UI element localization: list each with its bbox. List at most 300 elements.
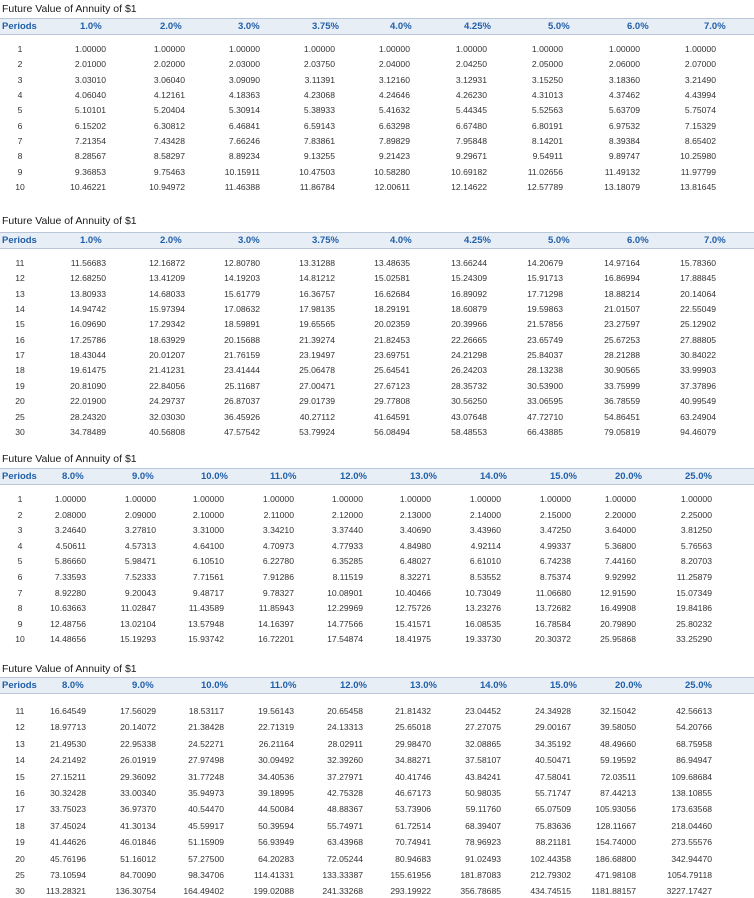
value-cell: 22.55049 bbox=[680, 304, 716, 315]
value-cell: 18.41975 bbox=[395, 634, 431, 645]
table-header bbox=[0, 468, 754, 485]
period-cell: 14 bbox=[15, 755, 25, 766]
value-cell: 342.94470 bbox=[671, 853, 712, 864]
value-cell: 5.52563 bbox=[531, 105, 563, 116]
value-cell: 56.08494 bbox=[374, 426, 410, 437]
value-cell: 51.15909 bbox=[188, 837, 224, 848]
value-cell: 37.58107 bbox=[465, 755, 501, 766]
value-cell: 79.05819 bbox=[604, 426, 640, 437]
value-cell: 21.82453 bbox=[374, 334, 410, 345]
value-cell: 5.30914 bbox=[228, 105, 260, 116]
value-cell: 23.65749 bbox=[527, 334, 563, 345]
period-cell: 10 bbox=[15, 182, 25, 193]
value-cell: 22.84056 bbox=[149, 380, 185, 391]
value-cell: 30.56250 bbox=[451, 396, 487, 407]
value-cell: 98.34706 bbox=[188, 870, 224, 880]
value-cell: 55.74971 bbox=[327, 820, 363, 831]
table-row bbox=[0, 852, 754, 866]
value-cell: 1.00000 bbox=[604, 494, 636, 504]
value-cell: 73.10594 bbox=[50, 870, 86, 880]
table-row bbox=[0, 868, 754, 882]
period-cell: 16 bbox=[15, 788, 25, 798]
period-cell: 15 bbox=[15, 319, 25, 330]
value-cell: 21.57856 bbox=[527, 319, 563, 330]
value-cell: 1.00000 bbox=[303, 44, 335, 54]
period-cell: 16 bbox=[15, 334, 25, 345]
value-cell: 30.53900 bbox=[527, 380, 563, 391]
value-cell: 4.64100 bbox=[192, 540, 224, 551]
value-cell: 64.20283 bbox=[258, 853, 294, 864]
rate-header: 1.0% bbox=[80, 21, 102, 32]
value-cell: 20.14064 bbox=[680, 288, 716, 299]
period-cell: 10 bbox=[15, 634, 25, 645]
value-cell: 5.38933 bbox=[303, 105, 335, 116]
period-cell: 14 bbox=[15, 304, 25, 315]
table-title: Future Value of Annuity of $1 bbox=[2, 215, 137, 227]
rate-header: 11.0% bbox=[270, 680, 297, 691]
period-cell: 2 bbox=[17, 59, 23, 70]
value-cell: 7.89829 bbox=[378, 136, 410, 147]
value-cell: 4.23068 bbox=[303, 90, 335, 101]
rate-header: 5.0% bbox=[548, 21, 570, 32]
value-cell: 26.87037 bbox=[224, 396, 260, 407]
value-cell: 14.94742 bbox=[70, 304, 106, 315]
value-cell: 13.48635 bbox=[374, 258, 410, 268]
value-cell: 24.21298 bbox=[451, 350, 487, 361]
value-cell: 138.10855 bbox=[671, 788, 712, 798]
value-cell: 10.08901 bbox=[327, 587, 363, 598]
value-cell: 19.56143 bbox=[258, 706, 294, 716]
value-cell: 11.46388 bbox=[224, 182, 260, 193]
periods-header: Periods bbox=[2, 471, 37, 482]
value-cell: 9.21423 bbox=[378, 151, 410, 162]
table-header bbox=[0, 677, 754, 694]
value-cell: 13.66244 bbox=[451, 258, 487, 268]
value-cell: 24.13313 bbox=[327, 722, 363, 733]
value-cell: 47.72710 bbox=[527, 411, 563, 422]
value-cell: 4.12161 bbox=[153, 90, 185, 101]
period-cell: 30 bbox=[15, 886, 25, 897]
value-cell: 20.79890 bbox=[600, 618, 636, 629]
value-cell: 9.89747 bbox=[608, 151, 640, 162]
value-cell: 19.61475 bbox=[70, 365, 106, 376]
value-cell: 6.35285 bbox=[331, 556, 363, 567]
value-cell: 2.06000 bbox=[608, 59, 640, 70]
value-cell: 16.36757 bbox=[299, 288, 335, 299]
table-row bbox=[0, 302, 754, 316]
value-cell: 27.00471 bbox=[299, 380, 335, 391]
period-cell: 8 bbox=[17, 151, 23, 162]
value-cell: 16.62684 bbox=[374, 288, 410, 299]
value-cell: 14.19203 bbox=[224, 273, 260, 284]
rate-header: 2.0% bbox=[160, 235, 182, 246]
value-cell: 9.20043 bbox=[124, 587, 156, 598]
value-cell: 4.24646 bbox=[378, 90, 410, 101]
value-cell: 4.31013 bbox=[531, 90, 563, 101]
value-cell: 6.59143 bbox=[303, 120, 335, 131]
value-cell: 273.55576 bbox=[671, 837, 712, 848]
value-cell: 5.10101 bbox=[74, 105, 106, 116]
value-cell: 13.81645 bbox=[680, 182, 716, 193]
value-cell: 50.39594 bbox=[258, 820, 294, 831]
value-cell: 45.76196 bbox=[50, 853, 86, 864]
value-cell: 46.01846 bbox=[120, 837, 156, 848]
value-cell: 10.25980 bbox=[680, 151, 716, 162]
value-cell: 18.29191 bbox=[374, 304, 410, 315]
value-cell: 9.78327 bbox=[262, 587, 294, 598]
value-cell: 18.59891 bbox=[224, 319, 260, 330]
value-cell: 1.00000 bbox=[124, 494, 156, 504]
table-row bbox=[0, 410, 754, 424]
rate-header: 11.0% bbox=[270, 471, 297, 482]
value-cell: 33.75999 bbox=[604, 380, 640, 391]
value-cell: 9.29671 bbox=[455, 151, 487, 162]
value-cell: 20.30372 bbox=[535, 634, 571, 645]
value-cell: 2.04250 bbox=[455, 59, 487, 70]
value-cell: 23.19497 bbox=[299, 350, 335, 361]
value-cell: 10.46221 bbox=[70, 182, 106, 193]
table-row bbox=[0, 73, 754, 87]
value-cell: 3.15250 bbox=[531, 74, 563, 85]
value-cell: 109.68684 bbox=[671, 771, 712, 782]
rate-header: 4.0% bbox=[390, 235, 412, 246]
value-cell: 18.97713 bbox=[50, 722, 86, 733]
value-cell: 12.80780 bbox=[224, 258, 260, 268]
value-cell: 32.15042 bbox=[600, 706, 636, 716]
value-cell: 4.37462 bbox=[608, 90, 640, 101]
value-cell: 14.20679 bbox=[527, 258, 563, 268]
value-cell: 18.53117 bbox=[188, 706, 224, 716]
value-cell: 24.21492 bbox=[50, 755, 86, 766]
value-cell: 3.47250 bbox=[539, 525, 571, 536]
value-cell: 24.52271 bbox=[188, 738, 224, 749]
value-cell: 14.48656 bbox=[50, 634, 86, 645]
value-cell: 17.54874 bbox=[327, 634, 363, 645]
value-cell: 21.49530 bbox=[50, 738, 86, 749]
period-cell: 7 bbox=[17, 136, 23, 147]
value-cell: 5.76563 bbox=[680, 540, 712, 551]
table-row bbox=[0, 165, 754, 179]
value-cell: 3.11391 bbox=[304, 74, 335, 85]
value-cell: 2.08000 bbox=[54, 509, 86, 520]
value-cell: 22.95338 bbox=[120, 738, 156, 749]
value-cell: 4.99337 bbox=[539, 540, 571, 551]
value-cell: 4.77933 bbox=[331, 540, 363, 551]
value-cell: 2.25000 bbox=[680, 509, 712, 520]
value-cell: 3.34210 bbox=[262, 525, 294, 536]
value-cell: 10.47503 bbox=[299, 166, 335, 177]
value-cell: 16.78584 bbox=[535, 618, 571, 629]
value-cell: 47.58041 bbox=[535, 771, 571, 782]
rate-header: 14.0% bbox=[480, 471, 507, 482]
value-cell: 25.64541 bbox=[374, 365, 410, 376]
value-cell: 15.91713 bbox=[527, 273, 563, 284]
value-cell: 2.01000 bbox=[74, 59, 106, 70]
value-cell: 14.81212 bbox=[299, 273, 335, 284]
value-cell: 47.57542 bbox=[224, 426, 260, 437]
value-cell: 356.78685 bbox=[460, 886, 501, 897]
table-row bbox=[0, 835, 754, 849]
value-cell: 12.75726 bbox=[395, 603, 431, 614]
table-row bbox=[0, 586, 754, 600]
table-row bbox=[0, 570, 754, 584]
value-cell: 33.75023 bbox=[50, 804, 86, 815]
value-cell: 3.24640 bbox=[54, 525, 86, 536]
value-cell: 3.27810 bbox=[124, 525, 156, 536]
value-cell: 2.03000 bbox=[228, 59, 260, 70]
value-cell: 16.89092 bbox=[451, 288, 487, 299]
value-cell: 12.00611 bbox=[374, 182, 410, 193]
value-cell: 5.20404 bbox=[153, 105, 185, 116]
value-cell: 8.75374 bbox=[539, 572, 571, 582]
value-cell: 9.13255 bbox=[303, 151, 335, 162]
value-cell: 48.88367 bbox=[327, 804, 363, 815]
value-cell: 6.61010 bbox=[469, 556, 501, 567]
value-cell: 7.91286 bbox=[262, 572, 294, 582]
rate-header: 6.0% bbox=[627, 235, 649, 246]
rate-header: 5.0% bbox=[548, 235, 570, 246]
value-cell: 19.59863 bbox=[527, 304, 563, 315]
value-cell: 3.06040 bbox=[153, 74, 185, 85]
value-cell: 16.09690 bbox=[70, 319, 106, 330]
value-cell: 13.02104 bbox=[120, 618, 156, 629]
value-cell: 241.33268 bbox=[322, 886, 363, 897]
value-cell: 28.35732 bbox=[451, 380, 487, 391]
value-cell: 102.44358 bbox=[530, 853, 571, 864]
value-cell: 1.00000 bbox=[469, 494, 501, 504]
value-cell: 2.11000 bbox=[263, 509, 294, 520]
period-cell: 11 bbox=[15, 706, 25, 716]
value-cell: 12.91590 bbox=[600, 587, 636, 598]
table-row bbox=[0, 523, 754, 537]
rate-header: 4.25% bbox=[464, 235, 491, 246]
value-cell: 31.77248 bbox=[188, 771, 224, 782]
value-cell: 5.44345 bbox=[455, 105, 487, 116]
value-cell: 164.49402 bbox=[183, 886, 224, 897]
table-row bbox=[0, 256, 754, 270]
value-cell: 45.59917 bbox=[188, 820, 224, 831]
value-cell: 30.09492 bbox=[258, 755, 294, 766]
value-cell: 6.48027 bbox=[399, 556, 431, 567]
table-row bbox=[0, 379, 754, 393]
value-cell: 4.84980 bbox=[399, 540, 431, 551]
value-cell: 2.12000 bbox=[331, 509, 363, 520]
rate-header: 4.25% bbox=[464, 21, 491, 32]
value-cell: 27.97498 bbox=[188, 755, 224, 766]
table-row bbox=[0, 394, 754, 408]
value-cell: 4.26230 bbox=[455, 90, 487, 101]
value-cell: 54.20766 bbox=[676, 722, 712, 733]
table-row bbox=[0, 180, 754, 194]
value-cell: 27.27075 bbox=[465, 722, 501, 733]
value-cell: 28.13238 bbox=[527, 365, 563, 376]
table-row bbox=[0, 333, 754, 347]
value-cell: 1.00000 bbox=[455, 44, 487, 54]
value-cell: 11.43589 bbox=[188, 603, 224, 614]
period-cell: 25 bbox=[15, 411, 25, 422]
value-cell: 17.88845 bbox=[680, 273, 716, 284]
rate-header: 25.0% bbox=[685, 471, 712, 482]
value-cell: 212.79302 bbox=[530, 870, 571, 880]
period-cell: 17 bbox=[15, 804, 25, 815]
value-cell: 33.25290 bbox=[676, 634, 712, 645]
value-cell: 41.64591 bbox=[374, 411, 410, 422]
value-cell: 8.65402 bbox=[684, 136, 716, 147]
value-cell: 1.00000 bbox=[153, 44, 185, 54]
value-cell: 8.14201 bbox=[531, 136, 563, 147]
value-cell: 34.88271 bbox=[395, 755, 431, 766]
table-row bbox=[0, 884, 754, 898]
value-cell: 20.14072 bbox=[120, 722, 156, 733]
period-cell: 1 bbox=[17, 494, 23, 504]
value-cell: 1.00000 bbox=[228, 44, 260, 54]
value-cell: 20.15688 bbox=[224, 334, 260, 345]
value-cell: 6.67480 bbox=[455, 120, 487, 131]
rate-header: 10.0% bbox=[201, 471, 228, 482]
value-cell: 7.43428 bbox=[153, 136, 185, 147]
value-cell: 11.97799 bbox=[680, 166, 716, 177]
rate-header: 20.0% bbox=[615, 680, 642, 691]
value-cell: 18.43044 bbox=[70, 350, 106, 361]
value-cell: 10.73049 bbox=[465, 587, 501, 598]
value-cell: 63.43968 bbox=[327, 837, 363, 848]
value-cell: 8.28567 bbox=[74, 151, 106, 162]
value-cell: 3.64000 bbox=[604, 525, 636, 536]
value-cell: 44.50084 bbox=[258, 804, 294, 815]
value-cell: 40.50471 bbox=[535, 755, 571, 766]
rate-header: 25.0% bbox=[685, 680, 712, 691]
table-row bbox=[0, 802, 754, 816]
value-cell: 25.67253 bbox=[604, 334, 640, 345]
value-cell: 1.00000 bbox=[54, 494, 86, 504]
value-cell: 29.98470 bbox=[395, 738, 431, 749]
value-cell: 50.98035 bbox=[465, 788, 501, 798]
value-cell: 25.12902 bbox=[680, 319, 716, 330]
value-cell: 113.28321 bbox=[46, 886, 86, 897]
table-row bbox=[0, 57, 754, 71]
value-cell: 26.24203 bbox=[451, 365, 487, 376]
value-cell: 10.69182 bbox=[451, 166, 487, 177]
value-cell: 70.74941 bbox=[395, 837, 431, 848]
value-cell: 1.00000 bbox=[262, 494, 294, 504]
value-cell: 19.84186 bbox=[676, 603, 712, 614]
value-cell: 80.94683 bbox=[395, 853, 431, 864]
value-cell: 6.74238 bbox=[539, 556, 571, 567]
value-cell: 5.75074 bbox=[684, 105, 716, 116]
rate-header: 8.0% bbox=[62, 680, 84, 691]
value-cell: 6.30812 bbox=[153, 120, 185, 131]
value-cell: 2.04000 bbox=[378, 59, 410, 70]
rate-header: 13.0% bbox=[410, 680, 437, 691]
value-cell: 3.18360 bbox=[608, 74, 640, 85]
rate-header: 3.75% bbox=[312, 21, 339, 32]
period-cell: 20 bbox=[15, 396, 25, 407]
value-cell: 199.02088 bbox=[253, 886, 294, 897]
rate-header: 1.0% bbox=[80, 235, 102, 246]
value-cell: 15.61779 bbox=[224, 288, 260, 299]
value-cell: 2.02000 bbox=[153, 59, 185, 70]
rate-header: 4.0% bbox=[390, 21, 412, 32]
value-cell: 55.71747 bbox=[535, 788, 571, 798]
value-cell: 32.08865 bbox=[465, 738, 501, 749]
value-cell: 26.01919 bbox=[120, 755, 156, 766]
value-cell: 10.15911 bbox=[224, 166, 260, 177]
value-cell: 75.83636 bbox=[535, 820, 571, 831]
table-row bbox=[0, 632, 754, 646]
value-cell: 24.29737 bbox=[149, 396, 185, 407]
value-cell: 26.21164 bbox=[258, 738, 294, 749]
value-cell: 8.32271 bbox=[399, 572, 431, 582]
value-cell: 8.92280 bbox=[54, 587, 86, 598]
table-row bbox=[0, 42, 754, 56]
value-cell: 12.57789 bbox=[527, 182, 563, 193]
value-cell: 56.93949 bbox=[258, 837, 294, 848]
value-cell: 14.77566 bbox=[327, 618, 363, 629]
value-cell: 13.80933 bbox=[70, 288, 106, 299]
value-cell: 32.39260 bbox=[327, 755, 363, 766]
value-cell: 17.71298 bbox=[527, 288, 563, 299]
value-cell: 13.18079 bbox=[604, 182, 640, 193]
value-cell: 5.63709 bbox=[608, 105, 640, 116]
table-row bbox=[0, 786, 754, 800]
value-cell: 1.00000 bbox=[331, 494, 363, 504]
value-cell: 8.53552 bbox=[469, 572, 501, 582]
value-cell: 9.48717 bbox=[192, 587, 224, 598]
value-cell: 16.64549 bbox=[50, 706, 86, 716]
value-cell: 105.93056 bbox=[595, 804, 636, 815]
value-cell: 4.18363 bbox=[228, 90, 260, 101]
value-cell: 5.36800 bbox=[604, 540, 636, 551]
value-cell: 17.56029 bbox=[120, 706, 156, 716]
value-cell: 21.39274 bbox=[299, 334, 335, 345]
rate-header: 7.0% bbox=[704, 21, 726, 32]
value-cell: 7.44160 bbox=[604, 556, 636, 567]
table-header bbox=[0, 18, 754, 35]
value-cell: 1181.88157 bbox=[591, 886, 636, 897]
value-cell: 9.75463 bbox=[153, 166, 185, 177]
value-cell: 1.00000 bbox=[399, 494, 431, 504]
table-row bbox=[0, 425, 754, 439]
value-cell: 29.77808 bbox=[374, 396, 410, 407]
value-cell: 40.99549 bbox=[680, 396, 716, 407]
value-cell: 4.70973 bbox=[262, 540, 294, 551]
period-cell: 30 bbox=[15, 426, 25, 437]
rate-header: 14.0% bbox=[480, 680, 507, 691]
value-cell: 15.07349 bbox=[676, 587, 712, 598]
value-cell: 2.07000 bbox=[684, 59, 716, 70]
value-cell: 54.86451 bbox=[604, 411, 640, 422]
value-cell: 12.68250 bbox=[70, 273, 106, 284]
value-cell: 66.43885 bbox=[527, 426, 563, 437]
rate-header: 3.75% bbox=[312, 235, 339, 246]
value-cell: 13.23276 bbox=[465, 603, 501, 614]
value-cell: 14.97164 bbox=[604, 258, 640, 268]
value-cell: 7.71561 bbox=[192, 572, 224, 582]
value-cell: 57.27500 bbox=[188, 853, 224, 864]
value-cell: 39.58050 bbox=[600, 722, 636, 733]
value-cell: 15.93742 bbox=[188, 634, 224, 645]
value-cell: 20.39966 bbox=[451, 319, 487, 330]
period-cell: 3 bbox=[17, 525, 23, 536]
rate-header: 15.0% bbox=[550, 471, 577, 482]
value-cell: 136.30754 bbox=[115, 886, 156, 897]
table-row bbox=[0, 753, 754, 767]
value-cell: 23.41444 bbox=[224, 365, 260, 376]
value-cell: 14.16397 bbox=[258, 618, 294, 629]
value-cell: 15.78360 bbox=[680, 258, 716, 268]
value-cell: 30.32428 bbox=[50, 788, 86, 798]
period-cell: 13 bbox=[15, 738, 25, 749]
